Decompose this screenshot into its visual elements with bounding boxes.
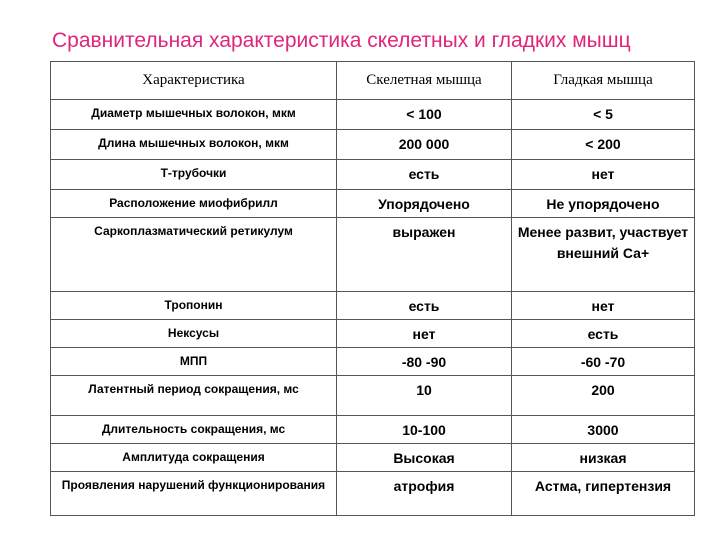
skeletal-value: 10 xyxy=(337,376,512,416)
smooth-value: Не упорядочено xyxy=(512,190,695,218)
row-label: Длина мышечных волокон, мкм xyxy=(51,130,337,160)
row-label: Нексусы xyxy=(51,320,337,348)
skeletal-value: есть xyxy=(337,160,512,190)
row-label: Расположение миофибрилл xyxy=(51,190,337,218)
header-characteristic: Характеристика xyxy=(51,62,337,100)
comparison-table xyxy=(50,61,695,516)
smooth-value: < 5 xyxy=(512,100,695,130)
smooth-value: 3000 xyxy=(512,416,695,444)
table-row xyxy=(51,472,695,516)
smooth-value: Менее развит, участвует внешний Са+ xyxy=(512,218,695,292)
skeletal-value: -80 -90 xyxy=(337,348,512,376)
table-row xyxy=(51,348,695,376)
smooth-value: 200 xyxy=(512,376,695,416)
skeletal-value: 10-100 xyxy=(337,416,512,444)
skeletal-value: Высокая xyxy=(337,444,512,472)
table-row xyxy=(51,416,695,444)
skeletal-value: < 100 xyxy=(337,100,512,130)
smooth-value: -60 -70 xyxy=(512,348,695,376)
skeletal-value: выражен xyxy=(337,218,512,292)
table-row xyxy=(51,218,695,292)
skeletal-value: есть xyxy=(337,292,512,320)
table-row xyxy=(51,292,695,320)
row-label: Латентный период сокращения, мс xyxy=(51,376,337,416)
table-row xyxy=(51,100,695,130)
table-row xyxy=(51,130,695,160)
header-skeletal-muscle: Скелетная мышца xyxy=(337,62,512,100)
smooth-value: < 200 xyxy=(512,130,695,160)
table-row xyxy=(51,376,695,416)
smooth-value: нет xyxy=(512,160,695,190)
table-row xyxy=(51,444,695,472)
row-label: Диаметр мышечных волокон, мкм xyxy=(51,100,337,130)
table-row xyxy=(51,320,695,348)
row-label: Длительность сокращения, мс xyxy=(51,416,337,444)
smooth-value: низкая xyxy=(512,444,695,472)
skeletal-value: 200 000 xyxy=(337,130,512,160)
header-smooth-muscle: Гладкая мышца xyxy=(512,62,695,100)
table-header-row xyxy=(51,62,695,100)
row-label: Проявления нарушений функционирования xyxy=(51,472,337,516)
row-label: Саркоплазматический ретикулум xyxy=(51,218,337,292)
smooth-value: есть xyxy=(512,320,695,348)
skeletal-value: нет xyxy=(337,320,512,348)
skeletal-value: атрофия xyxy=(337,472,512,516)
skeletal-value: Упорядочено xyxy=(337,190,512,218)
row-label: МПП xyxy=(51,348,337,376)
smooth-value: Астма, гипертензия xyxy=(512,472,695,516)
page-title: Сравнительная характеристика скелетных и гладких мышц xyxy=(52,29,631,52)
smooth-value: нет xyxy=(512,292,695,320)
row-label: Тропонин xyxy=(51,292,337,320)
table-row xyxy=(51,190,695,218)
row-label: Амплитуда сокращения xyxy=(51,444,337,472)
row-label: Т-трубочки xyxy=(51,160,337,190)
table-row xyxy=(51,160,695,190)
